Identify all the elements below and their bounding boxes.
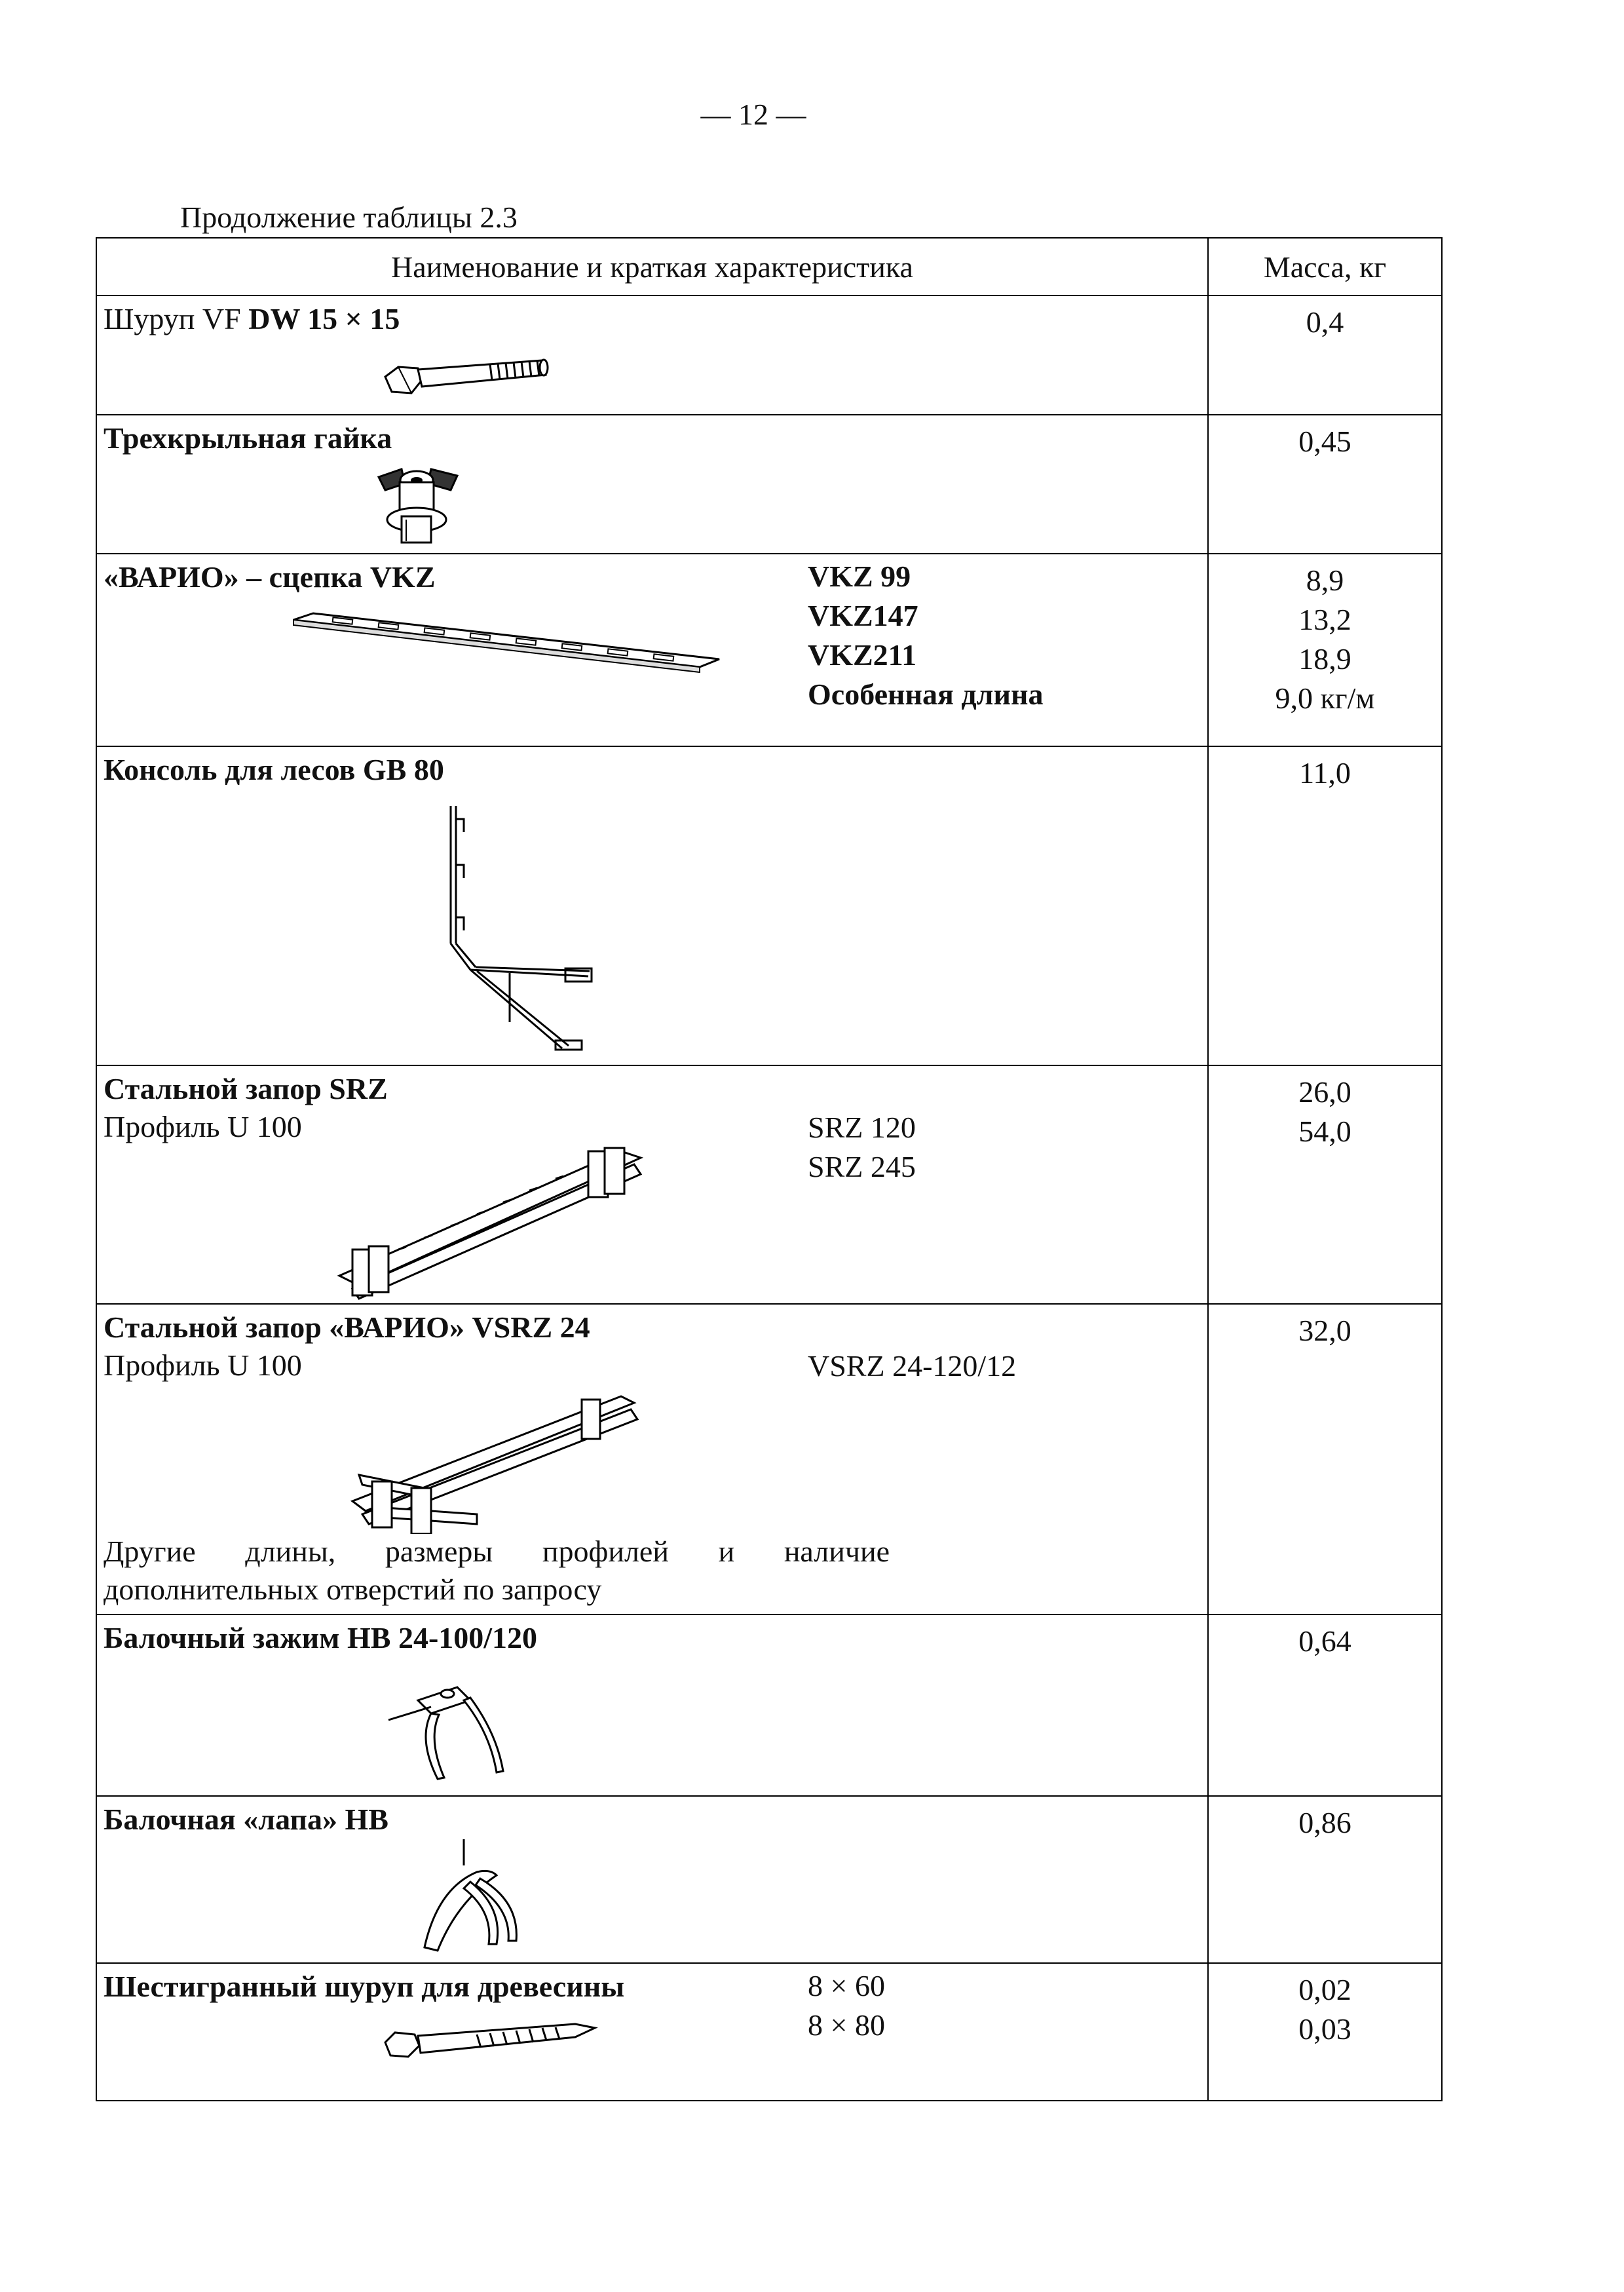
table-row bbox=[96, 746, 1442, 1065]
coupler-icon bbox=[287, 607, 732, 679]
table-row bbox=[96, 1796, 1442, 1963]
variant-label: Особенная длина bbox=[808, 678, 1044, 711]
variant-label: VKZ147 bbox=[808, 599, 918, 632]
name-cell bbox=[96, 296, 1208, 415]
table-row bbox=[96, 415, 1442, 554]
variants-list bbox=[808, 1966, 885, 2045]
mass-cell: 0,02 0,03 bbox=[1208, 1963, 1442, 2101]
name-cell bbox=[96, 1963, 1208, 2101]
row-title: Шуруп VF DW 15 × 15 bbox=[104, 302, 400, 335]
row-note: Другие длины, размеры профилей и наличие дополнительных отверстий по запросу bbox=[104, 1535, 890, 1606]
name-cell bbox=[96, 1065, 1208, 1304]
variant-label: VKZ 99 bbox=[808, 560, 911, 593]
row-subtitle: Профиль U 100 bbox=[104, 1348, 302, 1382]
table-row bbox=[96, 554, 1442, 746]
variant-label: 8 × 60 bbox=[808, 1969, 885, 2002]
table-caption: Продолжение таблицы 2.3 bbox=[180, 201, 518, 234]
variant-label: 8 × 80 bbox=[808, 2008, 885, 2042]
variant-label: SRZ 120 bbox=[808, 1111, 916, 1144]
beam-clamp-icon bbox=[379, 1674, 529, 1792]
vario-waler-icon bbox=[346, 1383, 660, 1534]
variant-label: SRZ 245 bbox=[808, 1150, 916, 1183]
screw-icon bbox=[379, 341, 654, 406]
variants-list bbox=[808, 1108, 916, 1187]
name-cell bbox=[96, 1614, 1208, 1796]
variants-list bbox=[808, 1347, 1016, 1386]
name-cell bbox=[96, 1304, 1208, 1614]
wing-nut-icon bbox=[366, 457, 470, 549]
hex-wood-screw-icon bbox=[379, 2010, 614, 2069]
mass-cell: 0,64 bbox=[1208, 1614, 1442, 1796]
steel-waler-icon bbox=[333, 1138, 673, 1302]
row-title: Стальной запор SRZ bbox=[104, 1072, 388, 1105]
table-row bbox=[96, 1304, 1442, 1614]
row-title: Трехкрыльная гайка bbox=[104, 421, 392, 455]
header-name: Наименование и краткая характеристика bbox=[96, 238, 1208, 296]
mass-cell: 0,45 bbox=[1208, 415, 1442, 554]
mass-cell: 0,86 bbox=[1208, 1796, 1442, 1963]
name-cell bbox=[96, 1796, 1208, 1963]
mass-cell: 11,0 bbox=[1208, 746, 1442, 1065]
header-mass: Масса, кг bbox=[1208, 238, 1442, 296]
table-header-row bbox=[96, 238, 1442, 296]
name-cell bbox=[96, 746, 1208, 1065]
parts-table bbox=[96, 237, 1443, 2101]
row-title: Шестигранный шуруп для древесины bbox=[104, 1970, 625, 2003]
table-row bbox=[96, 1614, 1442, 1796]
mass-cell: 26,0 54,0 bbox=[1208, 1065, 1442, 1304]
table-row bbox=[96, 296, 1442, 415]
scaffold-bracket-icon bbox=[346, 799, 621, 1061]
variants-list bbox=[808, 557, 1044, 714]
row-title: Стальной запор «ВАРИО» VSRZ 24 bbox=[104, 1310, 590, 1344]
row-title: Консоль для лесов GB 80 bbox=[104, 753, 444, 786]
row-title: Балочная «лапа» HB bbox=[104, 1803, 388, 1836]
variant-label: VKZ211 bbox=[808, 638, 917, 672]
row-subtitle: Профиль U 100 bbox=[104, 1110, 302, 1143]
name-cell bbox=[96, 415, 1208, 554]
mass-cell: 8,9 13,2 18,9 9,0 кг/м bbox=[1208, 554, 1442, 746]
variant-label: VSRZ 24-120/12 bbox=[808, 1349, 1017, 1383]
table-row bbox=[96, 1065, 1442, 1304]
name-cell bbox=[96, 554, 1208, 746]
mass-cell: 0,4 bbox=[1208, 296, 1442, 415]
table-row bbox=[96, 1963, 1442, 2101]
mass-cell: 32,0 bbox=[1208, 1304, 1442, 1614]
page-number: — 12 — bbox=[700, 98, 806, 131]
row-title: Балочный зажим HB 24-100/120 bbox=[104, 1621, 538, 1654]
row-title: «ВАРИО» – сцепка VKZ bbox=[104, 560, 436, 594]
beam-claw-icon bbox=[398, 1836, 529, 1960]
